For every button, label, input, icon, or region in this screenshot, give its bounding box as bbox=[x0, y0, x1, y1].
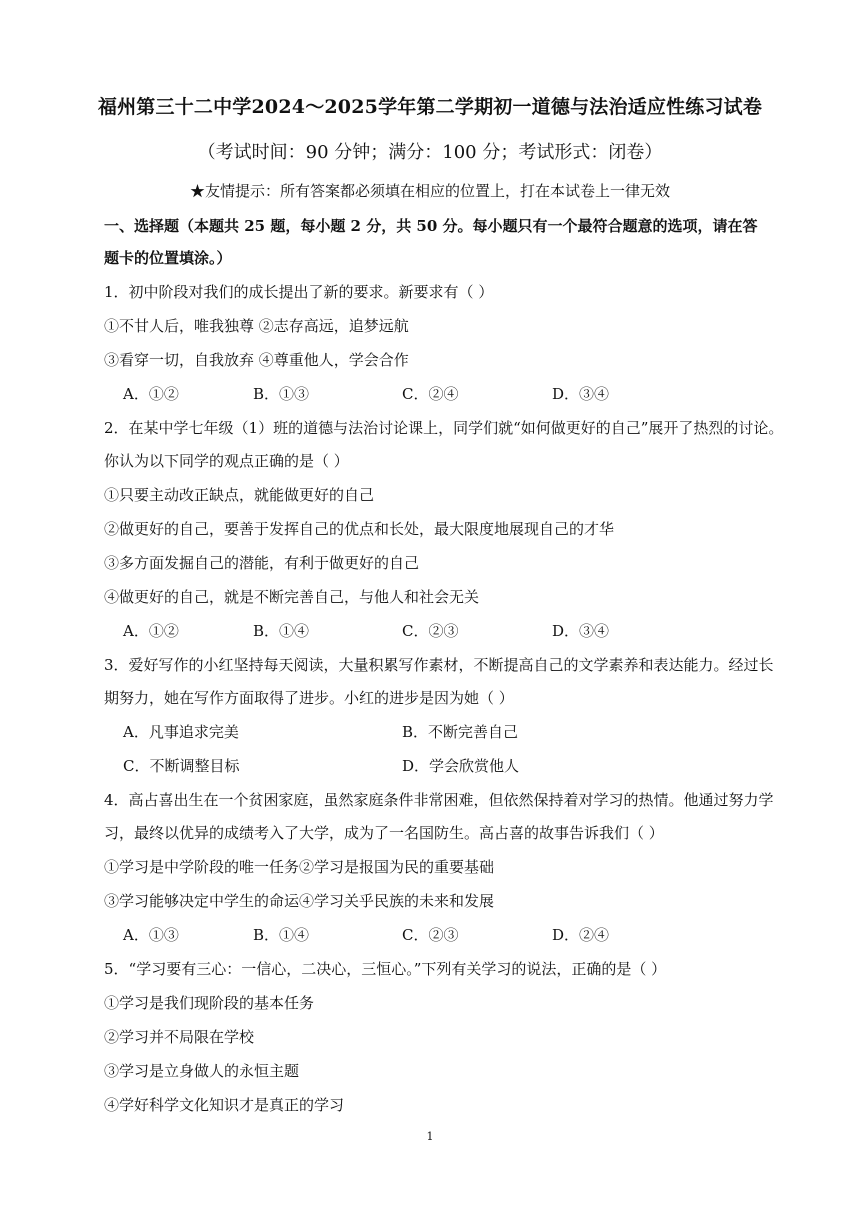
q4-option-c: C．②③ bbox=[402, 926, 459, 944]
exam-notice: ★友情提示：所有答案都必须填在相应的位置上，打在本试卷上一律无效 bbox=[189, 182, 670, 200]
section-heading-line-2: 题卡的位置填涂。） bbox=[104, 249, 232, 267]
q4-option-d: D．②④ bbox=[552, 926, 610, 944]
q4-statement-2: ③学习能够决定中学生的命运④学习关乎民族的未来和发展 bbox=[104, 892, 495, 910]
q5-statement-2: ②学习并不局限在学校 bbox=[104, 1028, 255, 1046]
q3-option-d: D．学会欣赏他人 bbox=[402, 757, 520, 775]
q5-statement-4: ④学好科学文化知识才是真正的学习 bbox=[104, 1096, 345, 1114]
q3-option-c: C．不断调整目标 bbox=[123, 757, 240, 775]
q2-statement-3: ③多方面发掘自己的潜能，有利于做更好的自己 bbox=[104, 554, 420, 572]
q3-option-b: B．不断完善自己 bbox=[402, 723, 519, 741]
q4-statement-1: ①学习是中学阶段的唯一任务②学习是报国为民的重要基础 bbox=[104, 858, 495, 876]
q3-stem-line-2: 期努力，她在写作方面取得了进步。小红的进步是因为她（ ） bbox=[104, 689, 514, 707]
q5-stem: 5．“学习要有三心：一信心，二决心，三恒心。”下列有关学习的说法，正确的是（ ） bbox=[104, 960, 667, 978]
q4-stem-line-2: 习，最终以优异的成绩考入了大学，成为了一名国防生。高占喜的故事告诉我们（ ） bbox=[104, 824, 664, 842]
section-heading-line-1: 一、选择题（本题共 25 题，每小题 2 分，共 50 分。每小题只有一个最符合题意的选项，请在答 bbox=[104, 217, 758, 235]
q2-option-a: A．①② bbox=[123, 622, 179, 640]
q4-option-a: A．①③ bbox=[123, 926, 179, 944]
q3-option-a: A．凡事追求完美 bbox=[123, 723, 239, 741]
q4-stem-line-1: 4．高占喜出生在一个贫困家庭，虽然家庭条件非常困难，但依然保持着对学习的热情。他通过努力学 bbox=[104, 791, 774, 809]
q3-stem-line-1: 3．爱好写作的小红坚持每天阅读，大量积累写作素材，不断提高自己的文学素养和表达能力。经过长 bbox=[104, 656, 774, 674]
q5-statement-3: ③学习是立身做人的永恒主题 bbox=[104, 1062, 300, 1080]
q2-option-b: B．①④ bbox=[253, 622, 310, 640]
q4-option-b: B．①④ bbox=[253, 926, 310, 944]
q1-option-b: B．①③ bbox=[253, 385, 310, 403]
q2-statement-4: ④做更好的自己，就是不断完善自己，与他人和社会无关 bbox=[104, 588, 480, 606]
q2-option-d: D．③④ bbox=[552, 622, 610, 640]
q2-stem-line-2: 你认为以下同学的观点正确的是（ ） bbox=[104, 452, 349, 470]
q1-statement-1: ①不甘人后，唯我独尊 ②志存高远，追梦远航 bbox=[104, 317, 409, 335]
q2-option-c: C．②③ bbox=[402, 622, 459, 640]
q2-statement-1: ①只要主动改正缺点，就能做更好的自己 bbox=[104, 486, 375, 504]
q1-stem: 1．初中阶段对我们的成长提出了新的要求。新要求有（ ） bbox=[104, 283, 494, 301]
page-number: 1 bbox=[426, 1130, 434, 1143]
exam-title: 福州第三十二中学2024～2025学年第二学期初一道德与法治适应性练习试卷 bbox=[97, 96, 763, 118]
q1-option-d: D．③④ bbox=[552, 385, 610, 403]
q2-stem-line-1: 2．在某中学七年级（1）班的道德与法治讨论课上，同学们就“如何做更好的自己”展开了热烈的讨论。 bbox=[104, 419, 784, 437]
q2-statement-2: ②做更好的自己，要善于发挥自己的优点和长处，最大限度地展现自己的才华 bbox=[104, 520, 615, 538]
q5-statement-1: ①学习是我们现阶段的基本任务 bbox=[104, 994, 315, 1012]
exam-subtitle: （考试时间：90 分钟；满分：100 分；考试形式：闭卷） bbox=[197, 142, 663, 163]
q1-option-c: C．②④ bbox=[402, 385, 459, 403]
q1-statement-2: ③看穿一切，自我放弃 ④尊重他人，学会合作 bbox=[104, 351, 409, 369]
q1-option-a: A．①② bbox=[123, 385, 179, 403]
